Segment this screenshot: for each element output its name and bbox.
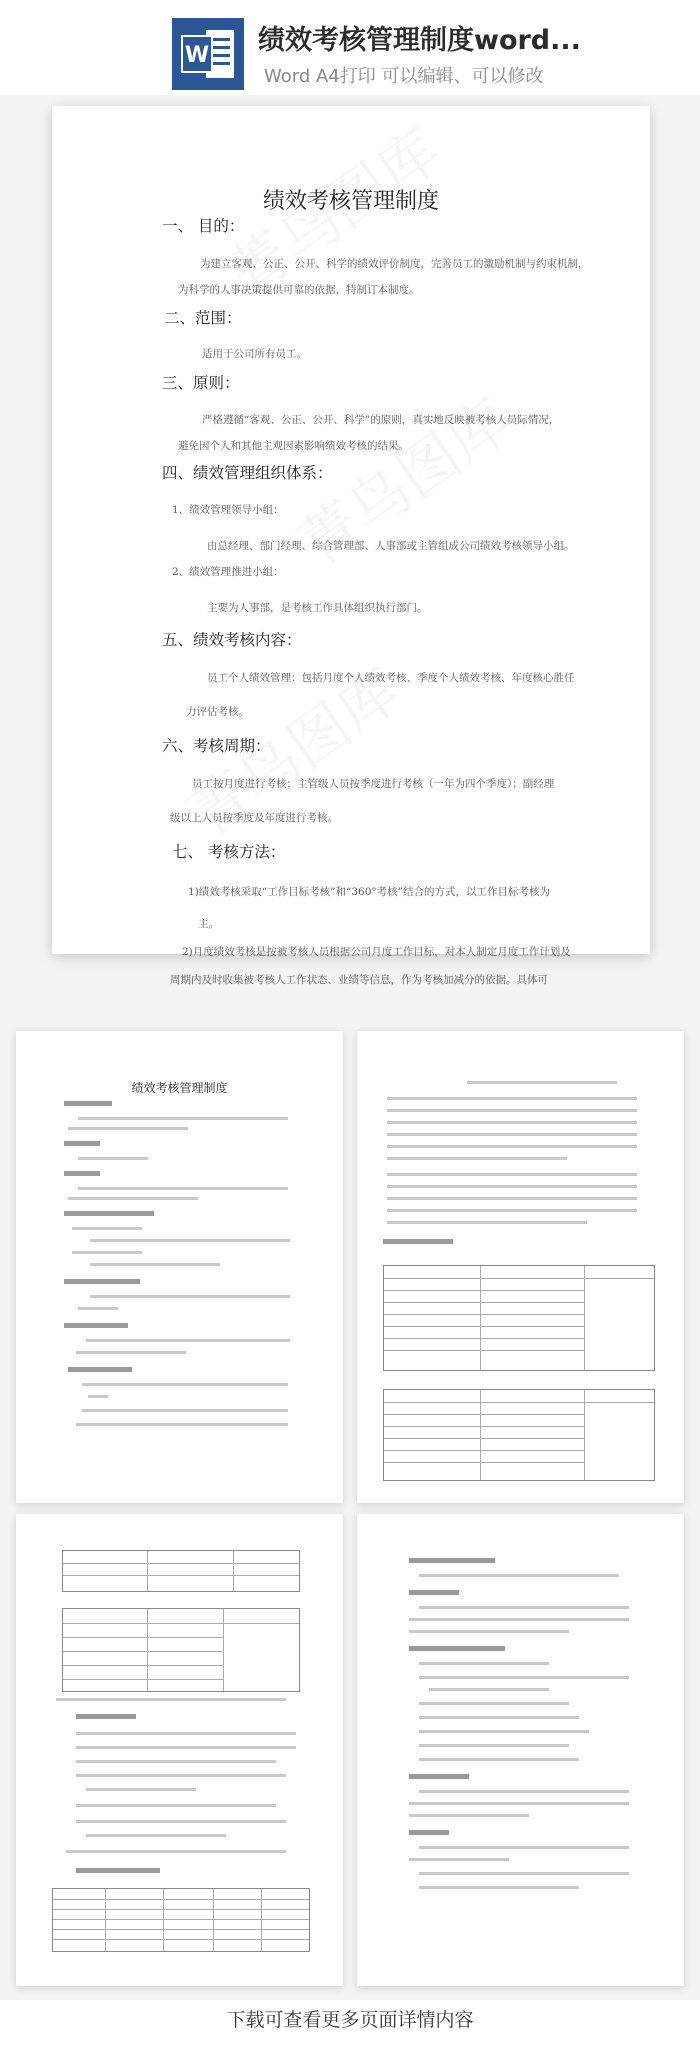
document-header (0, 0, 700, 95)
section-text: 力评估考核。 (186, 706, 249, 718)
document-subtitle: Word A4打印 可以编辑、可以修改 (264, 66, 544, 87)
page-thumbnail[interactable] (16, 1031, 343, 1503)
section-text: 主。 (198, 918, 219, 930)
section-text: 为科学的人事决策提供可靠的依据，特制订本制度。 (178, 284, 420, 296)
section-heading: 三、原则： (162, 374, 240, 392)
section-heading: 一、 目的： (162, 217, 245, 235)
section-text: 避免因个人和其他主观因素影响绩效考核的结果。 (178, 440, 409, 452)
section-text: 级以上人员按季度及年度进行考核。 (170, 812, 338, 824)
page-thumbnail[interactable] (16, 1514, 343, 1986)
word-document-icon (172, 18, 244, 90)
section-text: 2)月度绩效考核是按被考核人员根据公司月度工作目标，对本人制定月度工作计划及 (182, 946, 571, 958)
section-text: 2、绩效管理推进小组： (172, 566, 284, 578)
section-heading: 二、范围： (164, 309, 242, 327)
document-title: 绩效考核管理制度word... (258, 25, 581, 56)
section-text: 由总经理、部门经理、综合管理部、人事部或主管组成公司绩效考核领导小组。 (207, 540, 575, 552)
section-text: 1、绩效管理领导小组： (172, 504, 284, 516)
page-thumbnail[interactable] (357, 1514, 684, 1986)
document-page-preview[interactable] (52, 106, 650, 986)
section-text: 周期内及时收集被考核人工作状态、业绩等信息，作为考核加减分的依据。具体可 (170, 974, 548, 986)
section-heading: 六、考核周期： (162, 737, 271, 755)
svg-text:W: W (184, 43, 210, 68)
section-text: 为建立客观、公正、公开、科学的绩效评价制度，完善员工的激励机制与约束机制， (200, 258, 589, 270)
section-text: 严格遵循“客观、公正、公开、科学”的原则，真实地反映被考核人员际情况， (202, 414, 560, 426)
download-more-link[interactable]: 下载可查看更多页面详情内容 (0, 2000, 700, 2046)
page-thumbnail[interactable] (357, 1031, 684, 1503)
section-text: 员工按月度进行考核；主管级人员按季度进行考核（一年为四个季度）；副经理 (192, 778, 555, 790)
section-text: 主要为人事部，是考核工作具体组织执行部门。 (207, 602, 428, 614)
section-text: 适用于公司所有员工。 (202, 348, 307, 360)
section-text: 1)绩效考核采取“工作目标考核”和“360°考核”结合的方式，以工作目标考核为 (188, 886, 551, 898)
section-text: 员工个人绩效管理：包括月度个人绩效考核、季度个人绩效考核、年度核心胜任 (207, 672, 575, 684)
section-heading: 四、绩效管理组织体系： (162, 464, 333, 482)
thumbnail-title: 绩效考核管理制度 (131, 1081, 228, 1095)
section-heading: 五、绩效考核内容： (162, 631, 302, 649)
section-heading: 七、 考核方法： (172, 843, 286, 861)
page-title: 绩效考核管理制度 (262, 189, 439, 214)
